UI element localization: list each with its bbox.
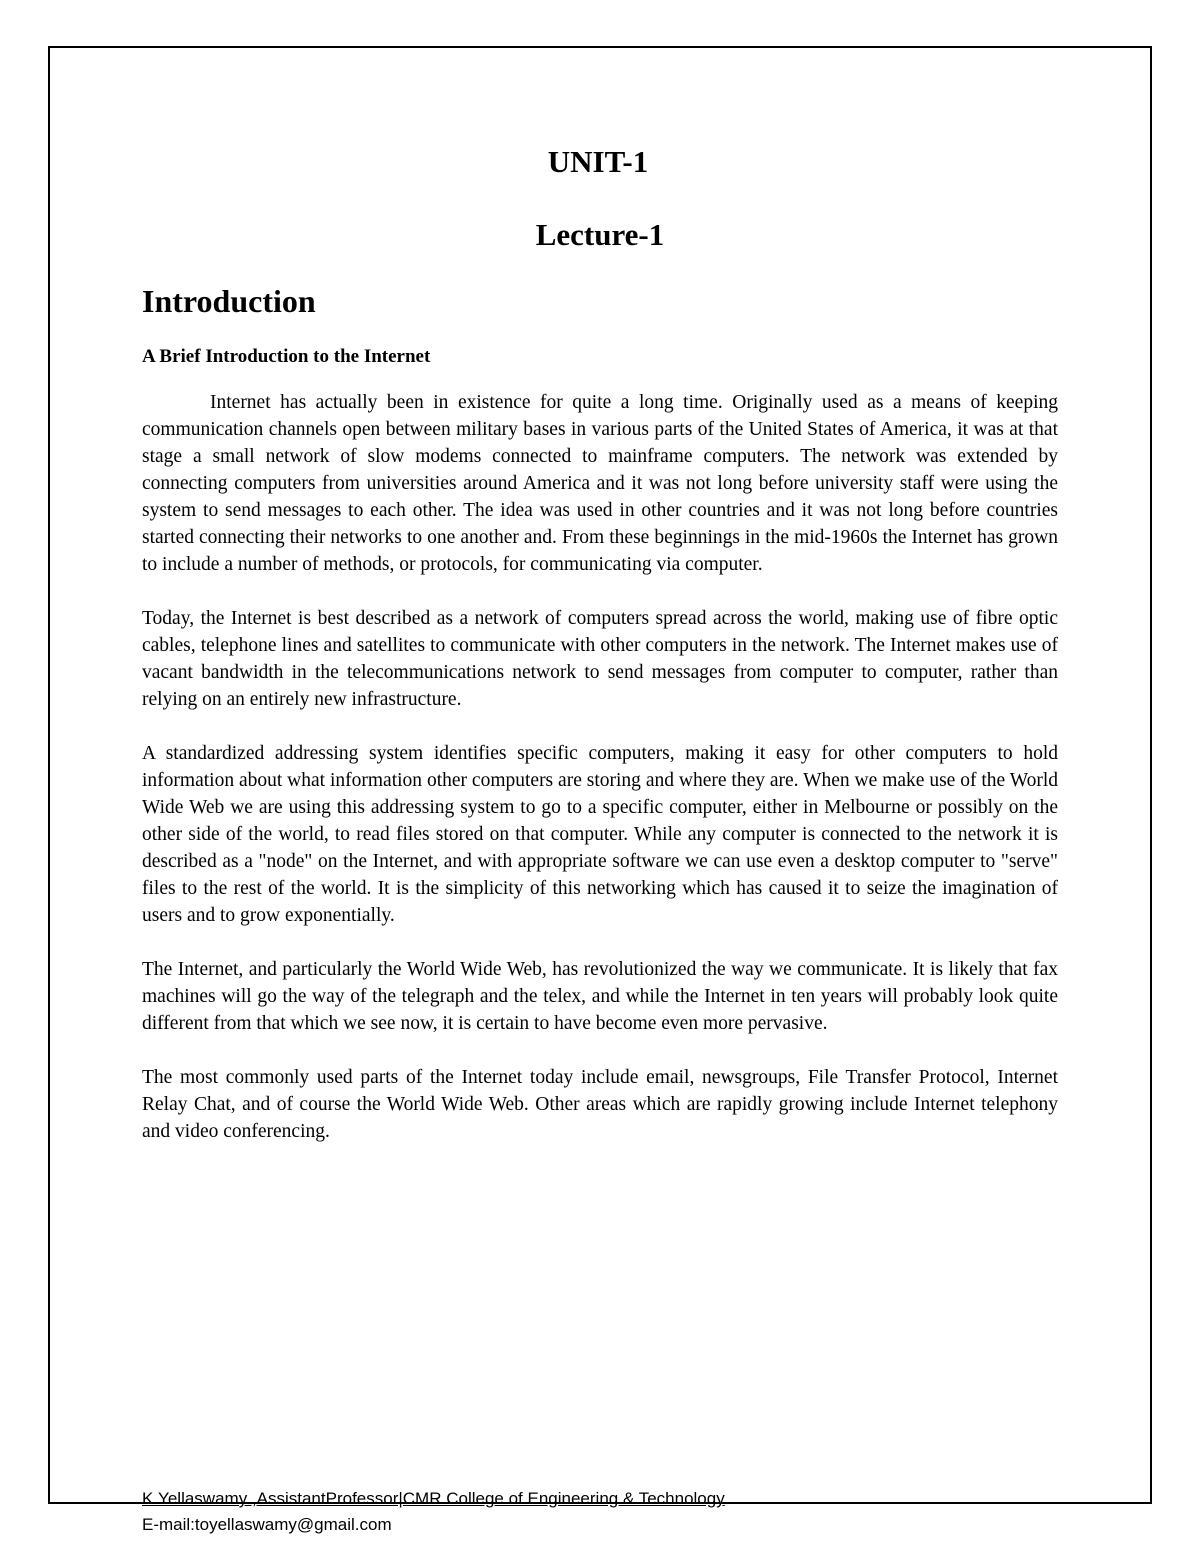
unit-title (0, 141, 1200, 183)
unit-title-text: UNIT-1 (547, 144, 649, 179)
paragraph-3: A standardized addressing system identifies specific computers, making it easy for other computers to hold information about what information other computers are storing and where they are. When we make use of the World Wide Web we are using this addressing system to go to a specific computer, either in Melbourne or possibly on the other side of the world, to read files stored on that computer. While any computer is connected to the network it is described as a "node" on the Internet, and with appropriate software we can use even a desktop computer to "serve" files to the rest of the world. It is the simplicity of this networking which has caused it to seize the imagination of users and to grow exponentially. (142, 743, 1058, 926)
footer-email: E-mail:toyellaswamy@gmail.com (142, 1515, 392, 1534)
document-body (142, 280, 1058, 1172)
paragraph-2: Today, the Internet is best described as a network of computers spread across the world, making use of fibre optic cables, telephone lines and satellites to communicate with other computers in the network. The Internet makes use of vacant bandwidth in the telecommunications network to send messages from computer to computer, rather than relying on an entirely new infrastructure. (142, 608, 1058, 710)
lecture-title: Lecture-1 (535, 217, 665, 252)
paragraph-1: Internet has actually been in existence for quite a long time. Originally used as a means of keeping communication channels open between military bases in various parts of the United States of America, it was at that stage a small network of slow modems connected to mainframe computers. The network was extended by connecting computers from universities around America and it was not long before university staff were using the system to send messages to each other. The idea was used in other countries and it was not long before countries started connecting their networks to one another and. From these beginnings in the mid-1960s the Internet has grown to include a number of methods, or protocols, for communicating via computer. (142, 392, 1058, 575)
paragraph-4: The Internet, and particularly the World Wide Web, has revolutionized the way we communicate. It is likely that fax machines will go the way of the telegraph and the telex, and while the Internet in ten years will probably look quite different from that which we see now, it is certain to have become even more pervasive. (142, 959, 1058, 1034)
section-subheading: A Brief Introduction to the Internet (142, 346, 431, 367)
footer-author: K.Yellaswamy ,AssistantProfessor|CMR College of Engineering & Technology (142, 1489, 725, 1508)
section-heading: Introduction (142, 283, 316, 319)
paragraph-5: The most commonly used parts of the Internet today include email, newsgroups, File Transfer Protocol, Internet Relay Chat, and of course the World Wide Web. Other areas which are rapidly growing include Internet telephony and video conferencing. (142, 1067, 1058, 1142)
